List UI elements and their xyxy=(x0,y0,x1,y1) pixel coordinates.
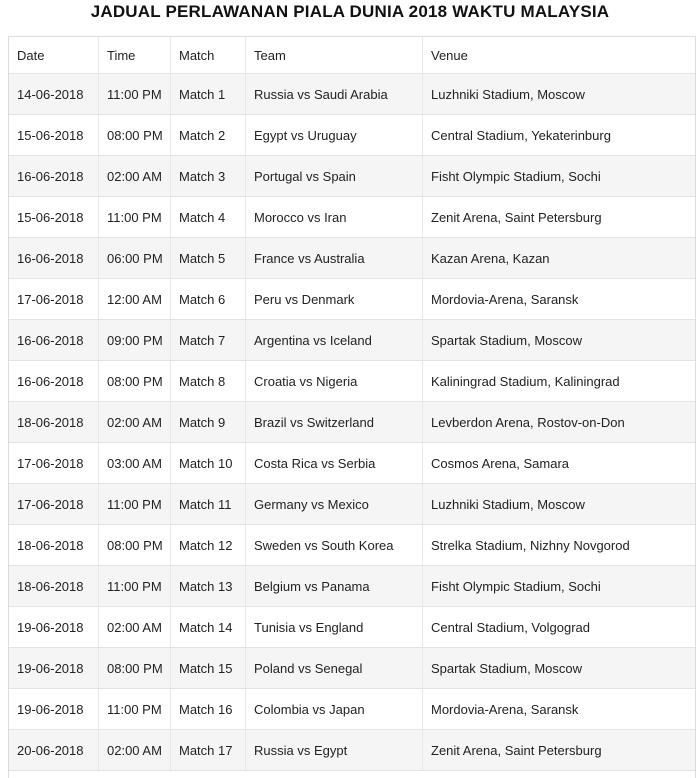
cell-time: 12:00 AM xyxy=(99,279,171,319)
cell-date: 18-06-2018 xyxy=(9,402,99,442)
cell-time: 08:00 PM xyxy=(99,648,171,688)
cell-match: Match 12 xyxy=(171,525,246,565)
schedule-table xyxy=(8,36,696,778)
cell-time: 08:00 PM xyxy=(99,525,171,565)
cell-time: 02:00 AM xyxy=(99,156,171,196)
cell-team: Argentina vs Iceland xyxy=(246,320,423,360)
cell-time: 02:00 AM xyxy=(99,730,171,770)
cell-venue: Zenit Arena, Saint Petersburg xyxy=(431,742,602,758)
cell-match: Match 7 xyxy=(171,320,246,360)
cell-team: Croatia vs Nigeria xyxy=(246,361,423,401)
cell-venue: Mordovia-Arena, Saransk xyxy=(431,701,579,717)
cell-team: Poland vs Senegal xyxy=(246,648,423,688)
cell-match: Match 16 xyxy=(171,689,246,729)
cell-team: Belgium vs Panama xyxy=(246,566,423,606)
cell-match: Match 5 xyxy=(171,238,246,278)
cell-time: 08:00 PM xyxy=(99,115,171,155)
cell-venue: Central Stadium, Volgograd xyxy=(431,619,590,635)
table-row xyxy=(9,320,695,361)
cell-venue: Spartak Stadium, Moscow xyxy=(431,660,583,676)
cell-time: 11:00 PM xyxy=(99,484,171,524)
cell-team: Portugal vs Spain xyxy=(246,156,423,196)
table-row xyxy=(9,238,695,279)
cell-venue: Fisht Olympic Stadium, Sochi xyxy=(431,168,601,184)
cell-team: Tunisia vs England xyxy=(246,607,423,647)
cell-match: Match 17 xyxy=(171,730,246,770)
table-body xyxy=(9,74,695,771)
table-row xyxy=(9,74,695,115)
cell-team: Sweden vs South Korea xyxy=(246,525,423,565)
table-row xyxy=(9,730,695,771)
cell-date: 14-06-2018 xyxy=(9,74,99,114)
cell-venue: Zenit Arena, Saint Petersburg xyxy=(431,209,602,225)
cell-match: Match 8 xyxy=(171,361,246,401)
table-row xyxy=(9,361,695,402)
table-row xyxy=(9,402,695,443)
cell-time: 08:00 PM xyxy=(99,361,171,401)
cell-venue: Strelka Stadium, Nizhny Novgorod xyxy=(431,537,630,553)
cell-match: Match 11 xyxy=(171,484,246,524)
cell-date: 17-06-2018 xyxy=(9,279,99,319)
table-row xyxy=(9,443,695,484)
cell-match: Match 15 xyxy=(171,648,246,688)
page-title: JADUAL PERLAWANAN PIALA DUNIA 2018 WAKTU MALAYSIA xyxy=(90,2,610,21)
cell-date: 17-06-2018 xyxy=(9,484,99,524)
cell-team: France vs Australia xyxy=(246,238,423,278)
cell-time: 02:00 AM xyxy=(99,402,171,442)
cell-time: 02:00 AM xyxy=(99,607,171,647)
table-row xyxy=(9,115,695,156)
cell-team: Costa Rica vs Serbia xyxy=(246,443,423,483)
cell-time: 11:00 PM xyxy=(99,74,171,114)
cell-venue: Kazan Arena, Kazan xyxy=(431,250,550,266)
cell-date: 18-06-2018 xyxy=(9,525,99,565)
column-header-team: Team xyxy=(246,37,423,73)
cell-venue: Kaliningrad Stadium, Kaliningrad xyxy=(431,373,620,389)
cell-match: Match 13 xyxy=(171,566,246,606)
table-header-row xyxy=(9,36,695,74)
cell-match: Match 6 xyxy=(171,279,246,319)
cell-time: 06:00 PM xyxy=(99,238,171,278)
column-header-date: Date xyxy=(9,37,99,73)
table-row xyxy=(9,566,695,607)
cell-date: 18-06-2018 xyxy=(9,566,99,606)
cell-venue: Luzhniki Stadium, Moscow xyxy=(431,496,585,512)
cell-team: Brazil vs Switzerland xyxy=(246,402,423,442)
cell-time: 11:00 PM xyxy=(99,689,171,729)
cell-date: 19-06-2018 xyxy=(9,648,99,688)
table-row xyxy=(9,156,695,197)
cell-time: 11:00 PM xyxy=(99,566,171,606)
cell-match: Match 2 xyxy=(171,115,246,155)
cell-date: 16-06-2018 xyxy=(9,361,99,401)
cell-team: Peru vs Denmark xyxy=(246,279,423,319)
cell-venue: Fisht Olympic Stadium, Sochi xyxy=(431,578,601,594)
cell-venue: Levberdon Arena, Rostov-on-Don xyxy=(431,414,625,430)
cell-match: Match 4 xyxy=(171,197,246,237)
cell-venue: Spartak Stadium, Moscow xyxy=(431,332,583,348)
cell-date: 15-06-2018 xyxy=(9,115,99,155)
cell-date: 16-06-2018 xyxy=(9,320,99,360)
table-row xyxy=(9,648,695,689)
table-row xyxy=(9,607,695,648)
cell-date: 20-06-2018 xyxy=(9,730,99,770)
cell-match: Match 14 xyxy=(171,607,246,647)
cell-team: Colombia vs Japan xyxy=(246,689,423,729)
cell-date: 16-06-2018 xyxy=(9,238,99,278)
cell-venue: Luzhniki Stadium, Moscow xyxy=(431,86,585,102)
cell-date: 19-06-2018 xyxy=(9,689,99,729)
cell-time: 11:00 PM xyxy=(99,197,171,237)
cell-date: 16-06-2018 xyxy=(9,156,99,196)
cell-team: Morocco vs Iran xyxy=(246,197,423,237)
cell-match: Match 1 xyxy=(171,74,246,114)
table-row xyxy=(9,197,695,238)
cell-team: Russia vs Egypt xyxy=(246,730,423,770)
table-row xyxy=(9,279,695,320)
cell-match: Match 9 xyxy=(171,402,246,442)
column-header-match: Match xyxy=(171,37,246,73)
cell-venue: Cosmos Arena, Samara xyxy=(431,455,570,471)
column-header-time: Time xyxy=(99,37,171,73)
cell-date: 19-06-2018 xyxy=(9,607,99,647)
cell-venue: Mordovia-Arena, Saransk xyxy=(431,291,579,307)
cell-date: 17-06-2018 xyxy=(9,443,99,483)
cell-time: 03:00 AM xyxy=(99,443,171,483)
cell-team: Egypt vs Uruguay xyxy=(246,115,423,155)
column-header-venue: Venue xyxy=(431,47,468,63)
table-row xyxy=(9,689,695,730)
cell-match: Match 10 xyxy=(171,443,246,483)
table-row xyxy=(9,525,695,566)
cell-date: 15-06-2018 xyxy=(9,197,99,237)
table-row xyxy=(9,484,695,525)
cell-venue: Central Stadium, Yekaterinburg xyxy=(431,127,611,143)
cell-time: 09:00 PM xyxy=(99,320,171,360)
cell-match: Match 3 xyxy=(171,156,246,196)
cell-team: Russia vs Saudi Arabia xyxy=(246,74,423,114)
cell-team: Germany vs Mexico xyxy=(246,484,423,524)
